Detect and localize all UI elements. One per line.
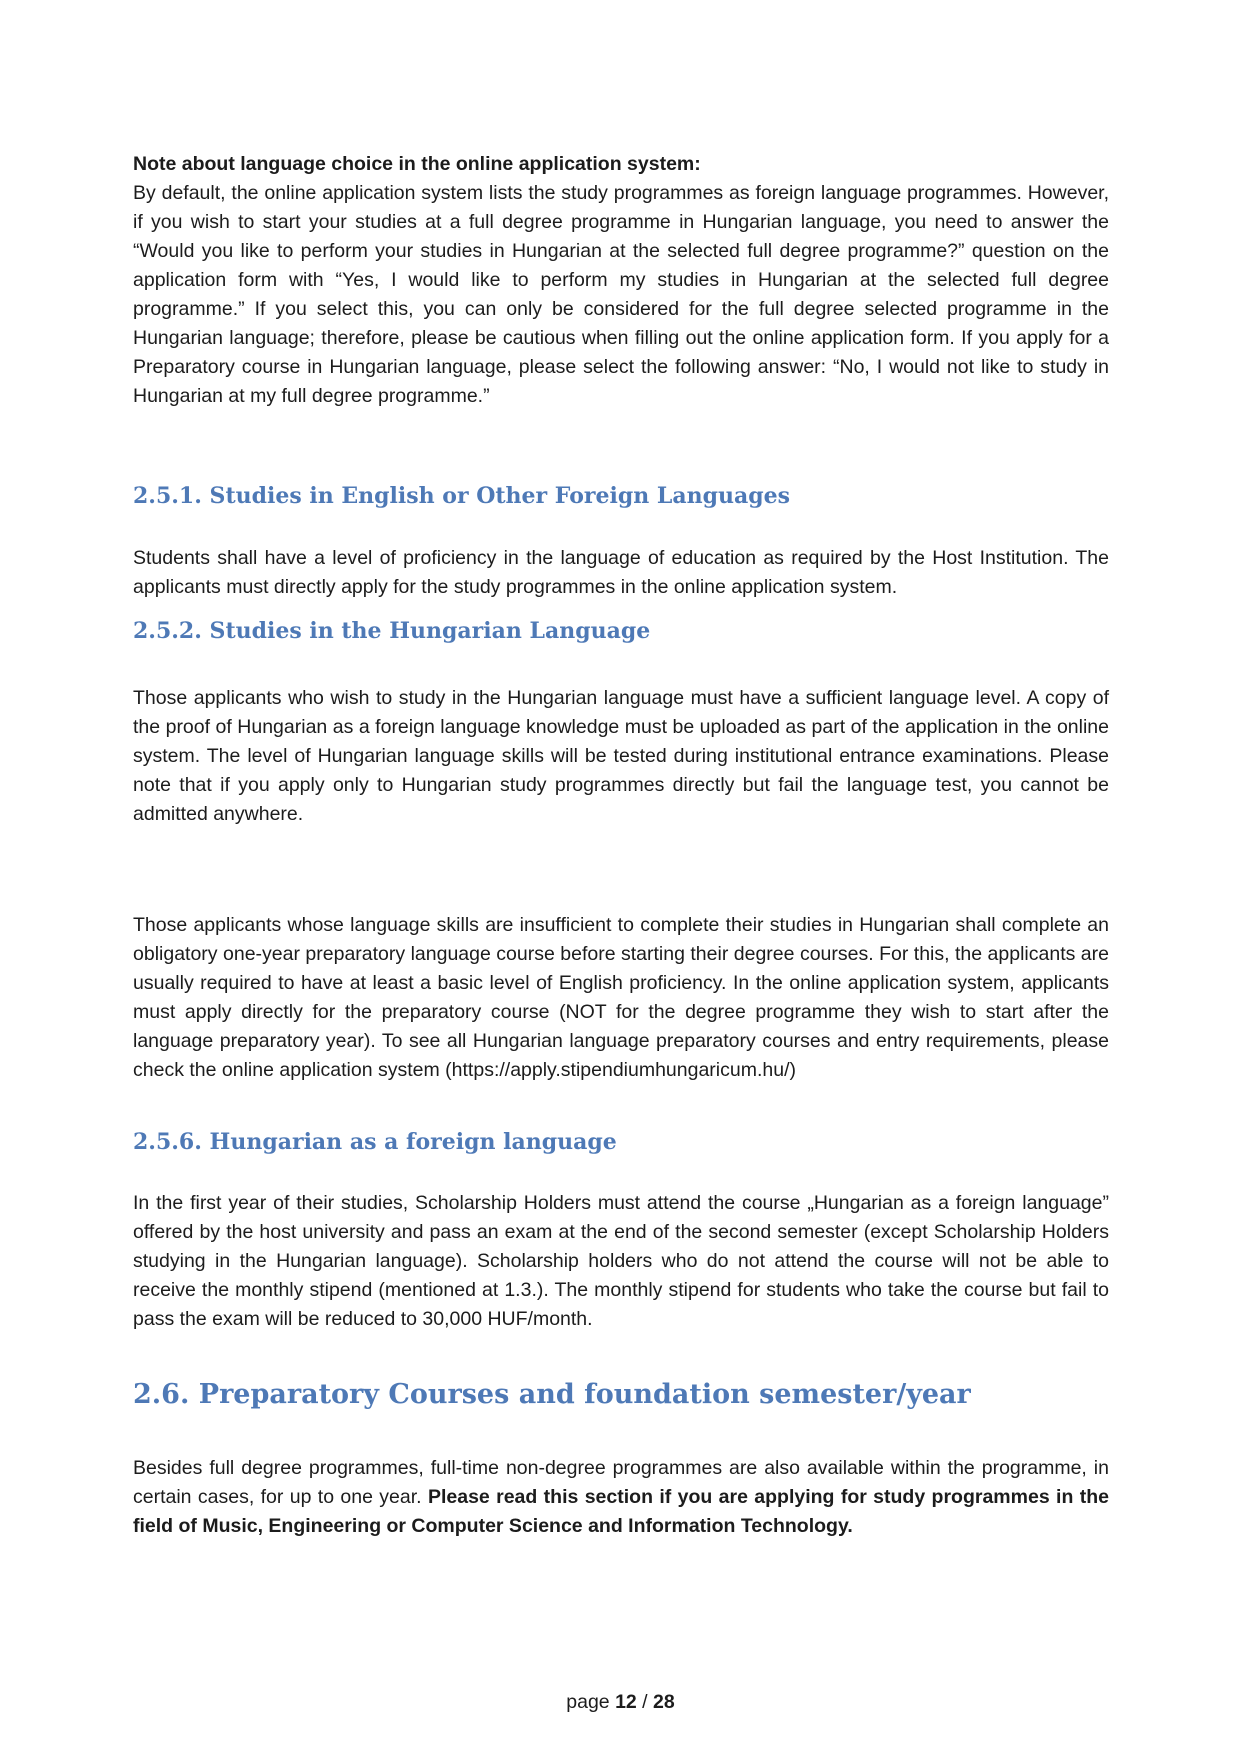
section-2-6-paragraph (133, 1454, 1109, 1541)
section-2-5-1-paragraph: Students shall have a level of proficiency in the language of education as required by the Host Institution. The applicants must directly apply for the study programmes in the online application system. (133, 547, 1109, 598)
footer-total-pages: 28 (653, 1691, 675, 1713)
section-2-5-2-paragraph-2: Those applicants whose language skills are insufficient to complete their studies in Hungarian shall complete an obligatory one-year preparatory language course before starting their degree courses. For this, the applicants are usually required to have at least a basic level of English proficiency. In the online application system, applicants must apply directly for the preparatory course (NOT for the degree programme they wish to start after the language preparatory year). To see all Hungarian language preparatory courses and entry requirements, please check the online application system (https://apply.stipendiumhungaricum.hu/) (133, 914, 1109, 1081)
section-2-5-6-paragraph: In the first year of their studies, Scholarship Holders must attend the course „Hungarian as a foreign language” offered by the host university and pass an exam at the end of the second semester (except Scholarship Holders studying in the Hungarian language). Scholarship holders who do not attend the course will not be able to receive the monthly stipend (mentioned at 1.3.). The monthly stipend for students who take the course but fail to pass the exam will be reduced to 30,000 HUF/month. (133, 1192, 1109, 1330)
footer-current-page: 12 (615, 1691, 637, 1713)
section-heading-2-5-6: 2.5.6. Hungarian as a foreign language (133, 1129, 617, 1155)
section-heading-2-5-2: 2.5.2. Studies in the Hungarian Language (133, 618, 651, 644)
section-2-5-2-paragraph-1: Those applicants who wish to study in the Hungarian language must have a sufficient language level. A copy of the proof of Hungarian as a foreign language knowledge must be uploaded as part of the application in the online system. The level of Hungarian language skills will be tested during institutional entrance examinations. Please note that if you apply only to Hungarian study programmes directly but fail the language test, you cannot be admitted anywhere. (133, 687, 1109, 825)
page-footer (0, 1688, 1241, 1717)
document-page-content (133, 150, 1109, 1541)
footer-page-label: page (566, 1691, 616, 1713)
section-2-6-paragraph-bold: Please read this section if you are applying for study programmes in the field of Music, Engineering or Computer Science and Information Technology. (133, 1486, 1109, 1537)
note-title: Note about language choice in the online application system: (133, 153, 701, 175)
section-heading-2-5-1: 2.5.1. Studies in English or Other Foreign Languages (133, 483, 790, 509)
section-2-6-paragraph-regular: Besides full degree programmes, full-time non-degree programmes are also available within the programme, in certain cases, for up to one year. (133, 1457, 1109, 1508)
footer-separator: / (636, 1691, 654, 1713)
section-heading-2-6: 2.6. Preparatory Courses and foundation semester/year (133, 1379, 971, 1410)
note-paragraph: By default, the online application system lists the study programmes as foreign language programmes. However, if you wish to start your studies at a full degree programme in Hungarian language, you need to answer the “Would you like to perform your studies in Hungarian at the selected full degree programme?” question on the application form with “Yes, I would like to perform my studies in Hungarian at the selected full degree programme.” If you select this, you can only be considered for the full degree selected programme in the Hungarian language; therefore, please be cautious when filling out the online application form. If you apply for a Preparatory course in Hungarian language, please select the following answer: “No, I would not like to study in Hungarian at my full degree programme.” (133, 182, 1109, 407)
